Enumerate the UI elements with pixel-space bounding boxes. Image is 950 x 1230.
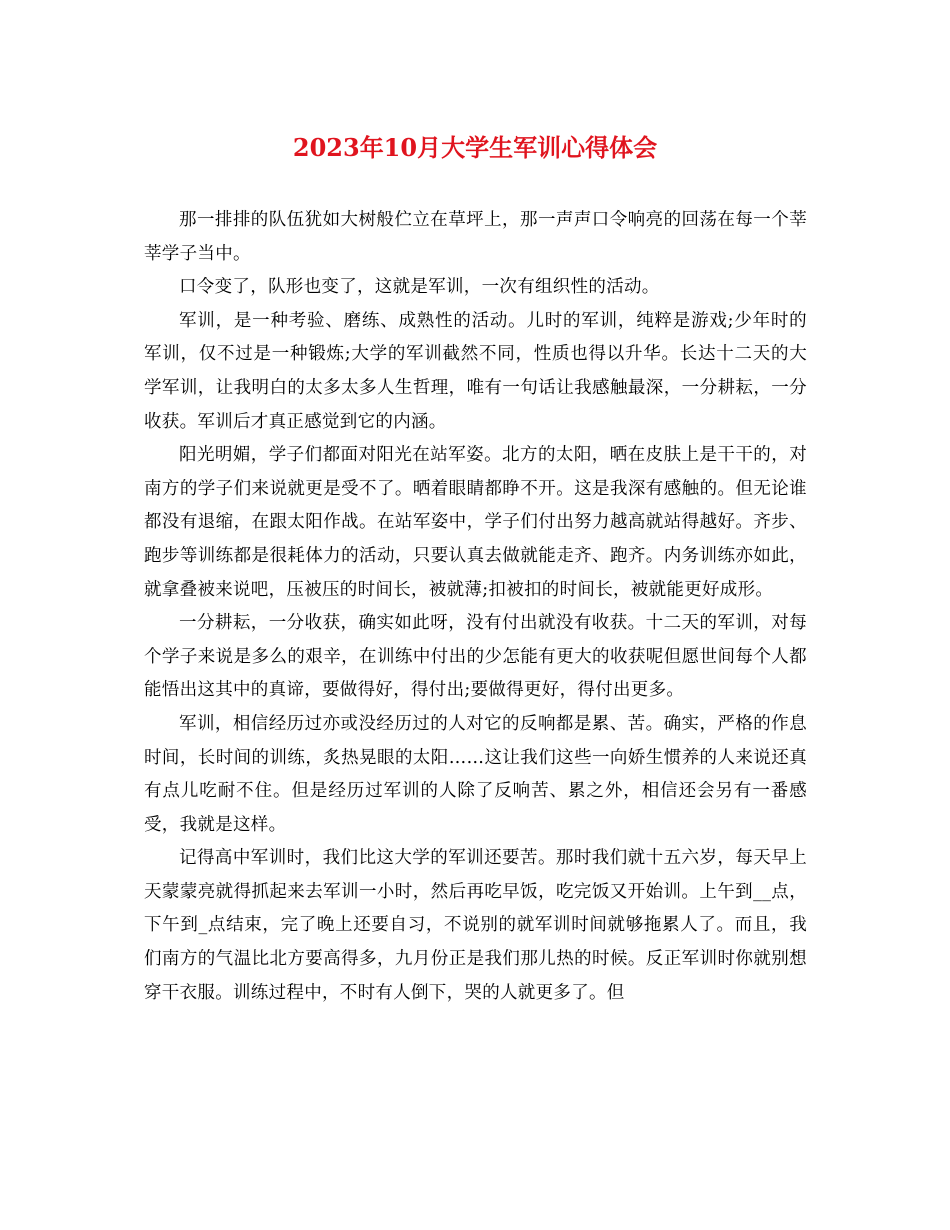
paragraph-5: 一分耕耘，一分收获，确实如此呀，没有付出就没有收获。十二天的军训，对每个学子来说是多么的艰辛，在训练中付出的少怎能有更大的收获呢但愿世间每个人都能悟出这其中的真谛，要做得好，得付出;要做得更好，得付出更多。 xyxy=(144,613,807,701)
paragraph-4: 阳光明媚，学子们都面对阳光在站军姿。北方的太阳，晒在皮肤上是干干的，对南方的学子们来说就更是受不了。晒着眼睛都睁不开。这是我深有感触的。但无论谁都没有退缩，在跟太阳作战。在站军姿中，学子们付出努力越高就站得越好。齐步、跑步等训练都是很耗体力的活动，只要认真去做就能走齐、跑齐。内务训练亦如此，就拿叠被来说吧，压被压的时间长，被就薄;扣被扣的时间长，被就能更好成形。 xyxy=(144,445,807,600)
paragraph-6: 军训，相信经历过亦或没经历过的人对它的反响都是累、苦。确实，严格的作息时间，长时间的训练，炙热晃眼的太阳……这让我们这些一向娇生惯养的人来说还真有点儿吃耐不住。但是经历过军训的人除了反响苦、累之外，相信还会另有一番感受，我就是这样。 xyxy=(144,713,807,835)
document-body xyxy=(144,204,807,1010)
document-title: 2023年10月大学生军训心得体会 xyxy=(292,133,658,162)
paragraph-1: 那一排排的队伍犹如大树般伫立在草坪上，那一声声口令响亮的回荡在每一个莘莘学子当中。 xyxy=(144,210,807,264)
paragraph-2: 口令变了，队形也变了，这就是军训，一次有组织性的活动。 xyxy=(179,277,660,298)
paragraph-7: 记得高中军训时，我们比这大学的军训还要苦。那时我们就十五六岁，每天早上天蒙蒙亮就得抓起来去军训一小时，然后再吃早饭，吃完饭又开始训。上午到__点，下午到_点结束，完了晚上还要自习，不说别的就军训时间就够拖累人了。而且，我们南方的气温比北方要高得多，九月份正是我们那儿热的时候。反正军训时你就别想穿干衣服。训练过程中，不时有人倒下，哭的人就更多了。但 xyxy=(144,848,807,1003)
paragraph-3: 军训，是一种考验、磨练、成熟性的活动。儿时的军训，纯粹是游戏;少年时的军训，仅不过是一种锻炼;大学的军训截然不同，性质也得以升华。长达十二天的大学军训，让我明白的太多太多人生哲理，唯有一句话让我感触最深，一分耕耘，一分收获。军训后才真正感觉到它的内涵。 xyxy=(144,310,807,432)
